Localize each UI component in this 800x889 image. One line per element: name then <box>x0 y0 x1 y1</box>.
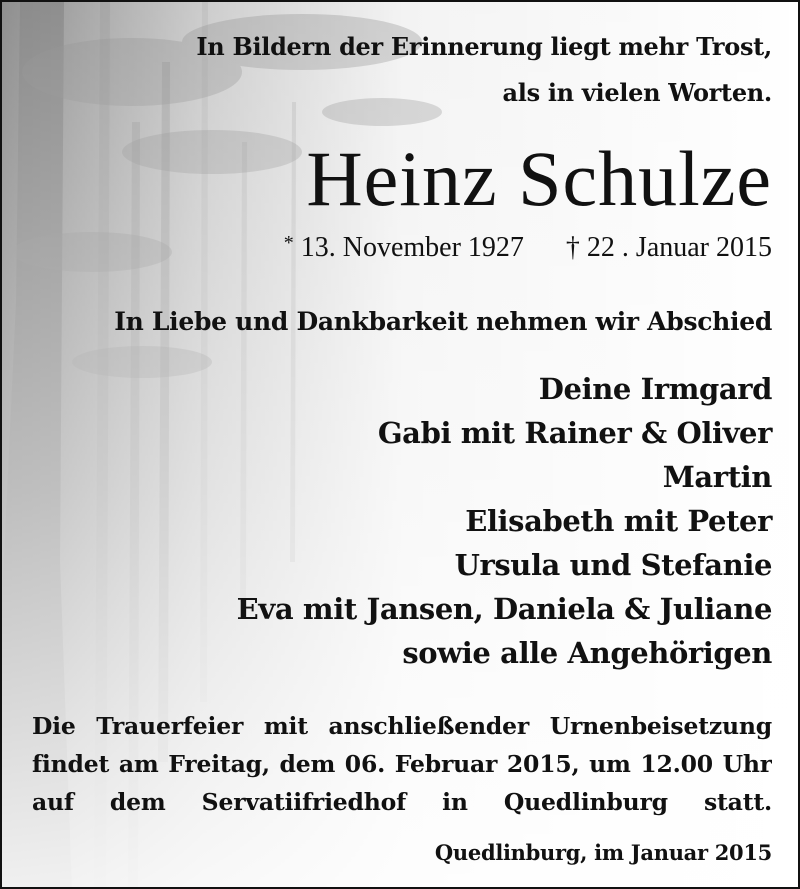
mourner-line: sowie alle Angehörigen <box>402 636 772 670</box>
service-line-1: Die Trauerfeier mit anschließender Urnenbeisetzung <box>32 712 772 740</box>
mourner-line: Martin <box>662 460 772 494</box>
death-date: 22 . Januar 2015 <box>586 232 772 263</box>
mourner-line: Gabi mit Rainer & Oliver <box>377 416 772 450</box>
birth-date: 13. November 1927 <box>300 232 524 263</box>
mourner-line: Elisabeth mit Peter <box>465 504 772 538</box>
birth-symbol: * <box>283 232 294 254</box>
service-line-3: auf dem Servatiifriedhof in Quedlinburg statt. <box>32 788 772 816</box>
quote-line-2: als in vielen Worten. <box>502 78 772 107</box>
death-symbol: † <box>565 232 580 263</box>
mourners-list <box>237 367 772 675</box>
place-and-date: Quedlinburg, im Januar 2015 <box>434 840 772 865</box>
farewell-line: In Liebe und Dankbarkeit nehmen wir Abschied <box>114 307 772 336</box>
notice-content <box>2 2 800 889</box>
deceased-name: Heinz Schulze <box>306 135 772 222</box>
funeral-service-info <box>32 707 772 821</box>
life-dates <box>284 232 772 264</box>
quote-line-1: In Bildern der Erinnerung liegt mehr Trost, <box>196 32 772 61</box>
mourner-line: Deine Irmgard <box>538 372 772 406</box>
service-line-2: findet am Freitag, dem 06. Februar 2015, um 12.00 Uhr <box>32 750 772 778</box>
mourner-line: Ursula und Stefanie <box>454 548 772 582</box>
mourner-line: Eva mit Jansen, Daniela & Juliane <box>236 592 772 626</box>
